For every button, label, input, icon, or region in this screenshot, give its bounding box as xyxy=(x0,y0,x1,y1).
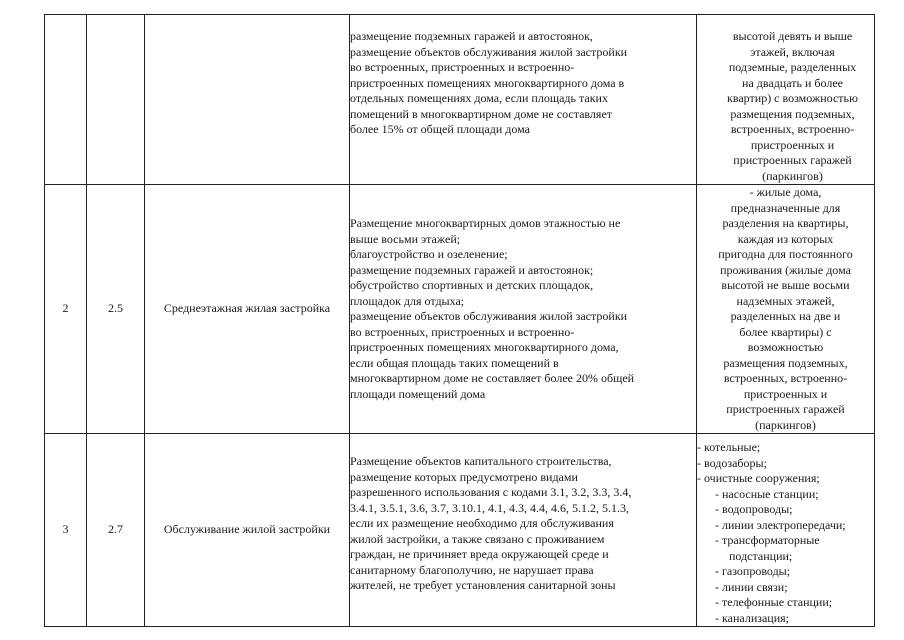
auxiliary-line: предназначенные для xyxy=(730,200,841,215)
row-auxiliary-cell xyxy=(697,434,875,627)
auxiliary-line: пристроенных гаражей xyxy=(726,402,845,416)
row-auxiliary-cell xyxy=(697,15,875,185)
auxiliary-line: пристроенных гаражей xyxy=(733,153,852,167)
auxiliary-line: квартир) с возможностью xyxy=(727,91,858,105)
description-line: размещение которых предусмотрено видами xyxy=(350,469,578,484)
auxiliary-line: пристроенных и xyxy=(743,386,828,401)
auxiliary-line: - котельные; xyxy=(697,440,761,454)
auxiliary-line: - насосные станции; xyxy=(715,486,819,501)
description-line: размещение объектов обслуживания жилой застройки xyxy=(350,44,628,59)
auxiliary-line: высотой не выше восьми xyxy=(721,278,850,292)
auxiliary-line: - трансформаторные xyxy=(715,533,820,547)
auxiliary-line: подстанции; xyxy=(729,548,793,563)
description-line: если их размещение необходимо для обслуживания xyxy=(350,516,614,530)
row-code-cell: 2.7 xyxy=(87,434,145,627)
description-line: размещение подземных гаражей и автостоянок, xyxy=(350,29,593,43)
row-number-cell: 2 xyxy=(45,185,87,434)
row-code-cell: 2.5 xyxy=(87,185,145,434)
row-description-cell xyxy=(350,185,697,434)
description-line: жилой застройки, а также связано с проживанием xyxy=(350,531,605,546)
description-line: площади помещений дома xyxy=(350,386,486,401)
auxiliary-line: - телефонные станции; xyxy=(715,595,833,609)
auxiliary-line: разделенных на две и xyxy=(730,309,841,323)
row-number-cell xyxy=(45,15,87,185)
row-number-cell: 3 xyxy=(45,434,87,627)
description-line: Размещение объектов капитального строительства, xyxy=(350,454,612,468)
description-line: отдельных помещениях дома, если площадь таких xyxy=(350,91,608,105)
auxiliary-line: подземные, разделенных xyxy=(728,60,857,74)
auxiliary-line: возможностью xyxy=(747,340,824,354)
auxiliary-line: встроенных, встроенно- xyxy=(730,122,855,136)
auxiliary-line: встроенных, встроенно- xyxy=(723,371,848,385)
description-line: если общая площадь таких помещений в xyxy=(350,355,559,370)
auxiliary-line: этажей, включая xyxy=(750,44,835,59)
description-line: граждан, не причиняет вреда окружающей среде и xyxy=(350,547,609,561)
description-line: благоустройство и озеленение; xyxy=(350,247,508,261)
description-line: во встроенных, пристроенных и встроенно- xyxy=(350,324,575,339)
description-line: санитарному благополучию, не нарушает права xyxy=(350,562,594,577)
row-name-cell: Обслуживание жилой застройки xyxy=(145,434,350,627)
auxiliary-line: - очистные сооружения; xyxy=(697,471,820,485)
auxiliary-line: более квартиры) с xyxy=(739,324,832,339)
description-line: выше восьми этажей; xyxy=(350,231,461,246)
description-line: площадок для отдыха; xyxy=(350,293,465,308)
description-line: размещение подземных гаражей и автостоянок; xyxy=(350,262,594,277)
auxiliary-line: каждая из которых xyxy=(737,231,834,246)
table-row xyxy=(45,15,875,185)
description-line: Размещение многоквартирных домов этажностью не xyxy=(350,216,621,230)
description-line: пристроенных помещениях многоквартирного дома, xyxy=(350,340,619,354)
auxiliary-line: (паркингов) xyxy=(762,168,823,183)
auxiliary-line: (паркингов) xyxy=(755,417,816,432)
row-code-cell xyxy=(87,15,145,185)
row-description-cell xyxy=(350,15,697,185)
description-line: обустройство спортивных и детских площадок, xyxy=(350,278,594,292)
row-name-cell: Среднеэтажная жилая застройка xyxy=(145,185,350,434)
auxiliary-line: - линии связи; xyxy=(715,579,788,594)
description-line: многоквартирном доме не составляет более 20% общей xyxy=(350,371,635,385)
description-line: во встроенных, пристроенных и встроенно- xyxy=(350,60,575,74)
auxiliary-line: - водопроводы; xyxy=(715,502,793,516)
zoning-table xyxy=(44,14,875,627)
description-line: помещений в многоквартирном доме не составляет xyxy=(350,106,613,121)
auxiliary-line: надземных этажей, xyxy=(736,293,835,308)
auxiliary-line: - линии электропередачи; xyxy=(715,517,846,532)
row-description-cell xyxy=(350,434,697,627)
description-line: жителей, не требует установления санитарной зоны xyxy=(350,578,616,592)
auxiliary-line: проживания (жилые дома xyxy=(720,262,851,277)
auxiliary-line: пригодна для постоянного xyxy=(718,247,853,261)
auxiliary-line: размещения подземных, xyxy=(730,106,855,121)
description-line: разрешенного использования с кодами 3.1, 3.2, 3.3, 3.4, xyxy=(350,485,632,499)
auxiliary-line: пристроенных и xyxy=(750,137,835,152)
table-row xyxy=(45,434,875,627)
auxiliary-line: разделения на квартиры, xyxy=(722,216,849,230)
auxiliary-line: - канализация; xyxy=(715,610,789,625)
description-line: более 15% от общей площади дома xyxy=(350,122,530,136)
row-name-cell xyxy=(145,15,350,185)
auxiliary-line: - газопроводы; xyxy=(715,564,791,578)
description-line: пристроенных помещениях многоквартирного дома в xyxy=(350,75,625,90)
auxiliary-line: размещения подземных, xyxy=(723,355,848,370)
auxiliary-line: - жилые дома, xyxy=(749,185,822,199)
row-auxiliary-cell xyxy=(697,185,875,434)
description-line: 3.4.1, 3.5.1, 3.6, 3.7, 3.10.1, 4.1, 4.3, 4.4, 4.6, 5.1.2, 5.1.3, xyxy=(350,500,629,515)
description-line: размещение объектов обслуживания жилой застройки xyxy=(350,309,628,323)
auxiliary-line: - водозаборы; xyxy=(697,455,767,470)
table-row xyxy=(45,185,875,434)
auxiliary-line: высотой девять и выше xyxy=(732,29,853,43)
auxiliary-line: на двадцать и более xyxy=(742,75,843,90)
